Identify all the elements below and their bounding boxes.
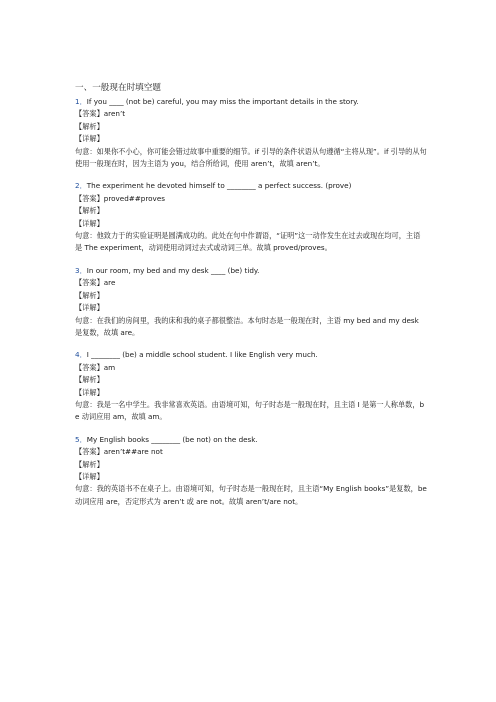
section-title: 一、一般现在时填空题 [75,83,161,93]
question-4 [75,349,427,423]
analysis-label: 【解析】 [75,206,104,216]
explanation-text: 句意：在我们的房间里，我的床和我的桌子都很整洁。本句时态是一般现在时，主语 my bed and my desk 是复数，故填 are。 [75,315,419,337]
analysis-label: 【解析】 [75,375,104,385]
question-stem [75,349,427,361]
detail-label: 【详解】 [75,303,104,313]
detail-label: 【详解】 [75,134,104,144]
answer-label: 【答案】 [75,447,104,457]
document-page [75,82,427,518]
question-1 [75,96,427,170]
detail-label: 【详解】 [75,471,104,481]
analysis-label: 【解析】 [75,290,104,300]
question-stem [75,265,427,277]
question-number: 5． [75,434,87,444]
question-text: My English books ________ (be not) on the desk. [86,434,258,444]
answer-line [75,446,427,458]
detail-label: 【详解】 [75,218,104,228]
explanation-text: 句意：我的英语书不在桌子上。由语境可知，句子时态是一般现在时，且主语“My English books”是复数，be 动词应用 are，否定形式为 aren’t 或 are not。故填 aren’t/are not。 [75,484,427,506]
answer-label: 【答案】 [75,193,104,203]
answer-label: 【答案】 [75,362,104,372]
question-5 [75,434,427,508]
answer-line [75,108,427,120]
analysis-label: 【解析】 [75,459,104,469]
question-number: 2． [75,181,87,191]
explanation-text: 句意：如果你不小心，你可能会错过故事中重要的细节。if 引导的条件状语从句遵循“主将从现”。if 引导的从句使用一般现在时，因为主语为 you，结合所给词，使用 aren’t，故填 aren’t。 [75,146,427,169]
question-text: If you ____ (not be) careful, you may miss the important details in the story. [86,97,359,106]
question-text: I ________ (be) a middle school student. I like English very much. [86,350,318,360]
detail-label: 【详解】 [75,387,104,397]
question-2 [75,180,427,254]
question-stem [75,180,427,192]
answer-value: aren’t [103,109,126,119]
question-number: 3． [75,265,87,275]
explanation-text: 句意：他致力于的实验证明是圆满成功的。此处在句中作谓语，“证明”这一动作发生在过去或现在均可，主语是 The experiment，动词使用动词过去式或动词三单。故填 proved/proves。 [75,231,421,253]
answer-value: are [103,278,116,288]
answer-label: 【答案】 [75,278,104,288]
analysis-label: 【解析】 [75,121,104,131]
question-number: 1． [75,97,87,106]
answer-line [75,362,427,374]
question-number: 4． [75,350,87,360]
answer-value: proved##proves [103,193,165,203]
question-3 [75,265,427,339]
explanation-text: 句意：我是一名中学生。我非常喜欢英语。由语境可知，句子时态是一般现在时，且主语 I 是第一人称单数，be 动词应用 am，故填 am。 [75,399,425,422]
answer-line [75,193,427,205]
answer-label: 【答案】 [75,109,104,119]
question-stem [75,434,427,446]
question-stem [75,96,427,108]
question-text: The experiment he devoted himself to ________ a perfect success. (prove) [86,181,352,191]
answer-line [75,277,427,289]
answer-value: aren’t##are not [103,447,163,457]
question-text: In our room, my bed and my desk ____ (be) tidy. [86,265,260,275]
answer-value: am [103,362,116,372]
